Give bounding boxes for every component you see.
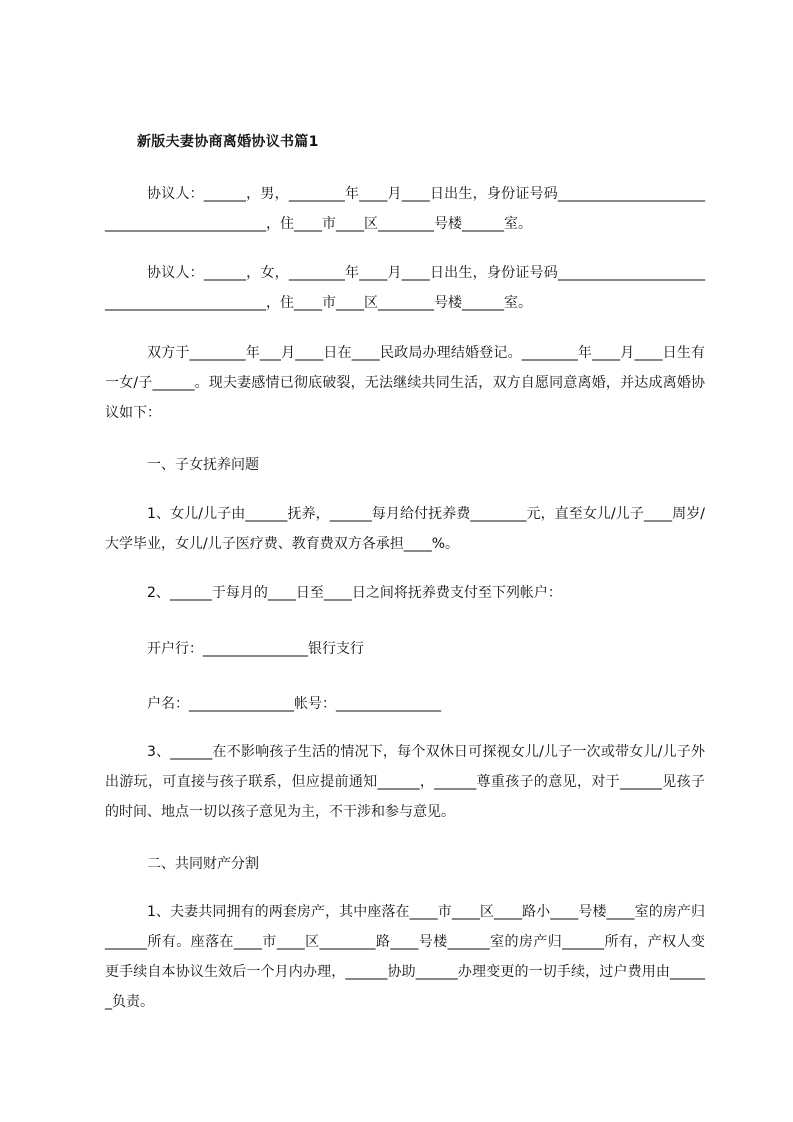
party-one-paragraph: 协议人：______，男，________年____月____日出生，身份证号码____________________________________________，住____市____区________号楼______室。 xyxy=(105,186,705,232)
custody-clause-2: 2、______于每月的____日至____日之间将抚养费支付至下列帐户： xyxy=(147,585,562,601)
custody-clause-1: 1、女儿/儿子由______抚养，______每月给付抚养费________元，直至女儿/儿子____周岁/大学毕业，女儿/儿子医疗费、教育费双方各承担____%。 xyxy=(105,506,705,552)
account-line: 户名：_______________帐号：_______________ xyxy=(147,696,441,712)
section-heading-property: 二、共同财产分割 xyxy=(147,856,259,872)
property-clause-1: 1、夫妻共同拥有的两套房产，其中座落在____市____区____路小____号楼____室的房产归______所有。座落在____市____区________路____号楼______室的房产归______所有，产权人变更手续自本协议生效后一个月内办理，______协助______办理变更的一切手续，过户费用由______负责。 xyxy=(105,904,705,1010)
party-two-paragraph: 协议人：______，女，________年____月____日出生，身份证号码____________________________________________，住____市____区________号楼______室。 xyxy=(105,265,705,311)
bank-line: 开户行：_______________银行支行 xyxy=(147,641,364,657)
section-heading-child-custody: 一、子女抚养问题 xyxy=(147,457,259,473)
document-title: 新版夫妻协商离婚协议书篇1 xyxy=(137,134,319,150)
custody-clause-3: 3、______在不影响孩子生活的情况下，每个双休日可探视女儿/儿子一次或带女儿/儿子外出游玩，可直接与孩子联系，但应提前通知______，______尊重孩子的意见，对于______见孩子的时间、地点一切以孩子意见为主，不干涉和参与意见。 xyxy=(105,744,705,820)
intro-paragraph: 双方于________年___月____日在____民政局办理结婚登记。________年____月____日生有一女/子______。现夫妻感情已彻底破裂，无法继续共同生活，双方自愿同意离婚，并达成离婚协议如下： xyxy=(105,345,705,421)
